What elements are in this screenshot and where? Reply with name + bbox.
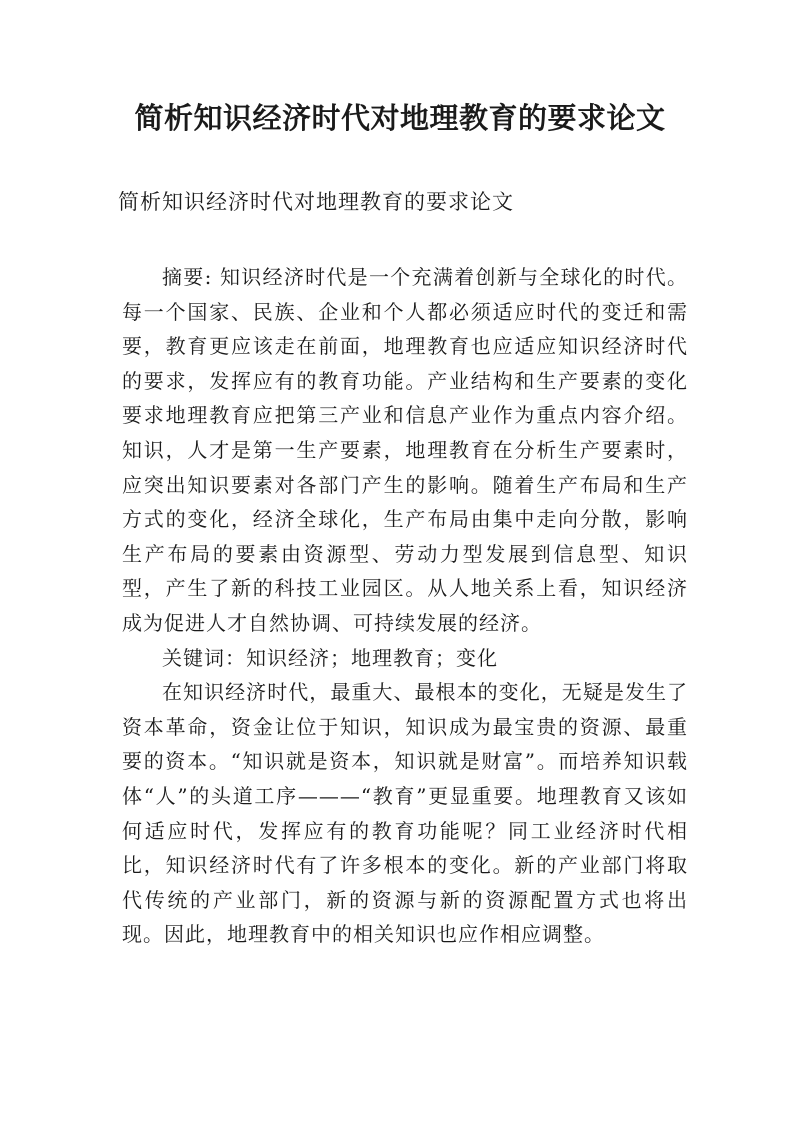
body-paragraph: 在知识经济时代，最重大、最根本的变化，无疑是发生了资本革命，资金让位于知识，知识成为最宝贵的资源、最重要的资本。“知识就是资本，知识就是财富”。而培养知识载体“人”的头道工序———“教育”更显重要。地理教育又该如何适应时代，发挥应有的教育功能呢？同工业经济时代相比，知识经济时代有了许多根本的变化。新的产业部门将取代传统的产业部门，新的资源与新的资源配置方式也将出现。因此，地理教育中的相关知识也应作相应调整。 [122, 680, 688, 947]
document-subtitle: 简析知识经济时代对地理教育的要求论文 [118, 190, 514, 214]
document-body [122, 260, 688, 952]
document-title: 简析知识经济时代对地理教育的要求论文 [134, 101, 666, 135]
keywords-paragraph: 关键词：知识经济；地理教育；变化 [162, 645, 498, 670]
abstract-paragraph: 摘要: 知识经济时代是一个充满着创新与全球化的时代。每一个国家、民族、企业和个人都必须适应时代的变迁和需要，教育更应该走在前面，地理教育也应适应知识经济时代的要求，发挥应有的教育功能。产业结构和生产要素的变化要求地理教育应把第三产业和信息产业作为重点内容介绍。知识，人才是第一生产要素，地理教育在分析生产要素时，应突出知识要素对各部门产生的影响。随着生产布局和生产方式的变化，经济全球化，生产布局由集中走向分散，影响生产布局的要素由资源型、劳动力型发展到信息型、知识型，产生了新的科技工业园区。从人地关系上看，知识经济成为促进人才自然协调、可持续发展的经济。 [122, 265, 688, 635]
